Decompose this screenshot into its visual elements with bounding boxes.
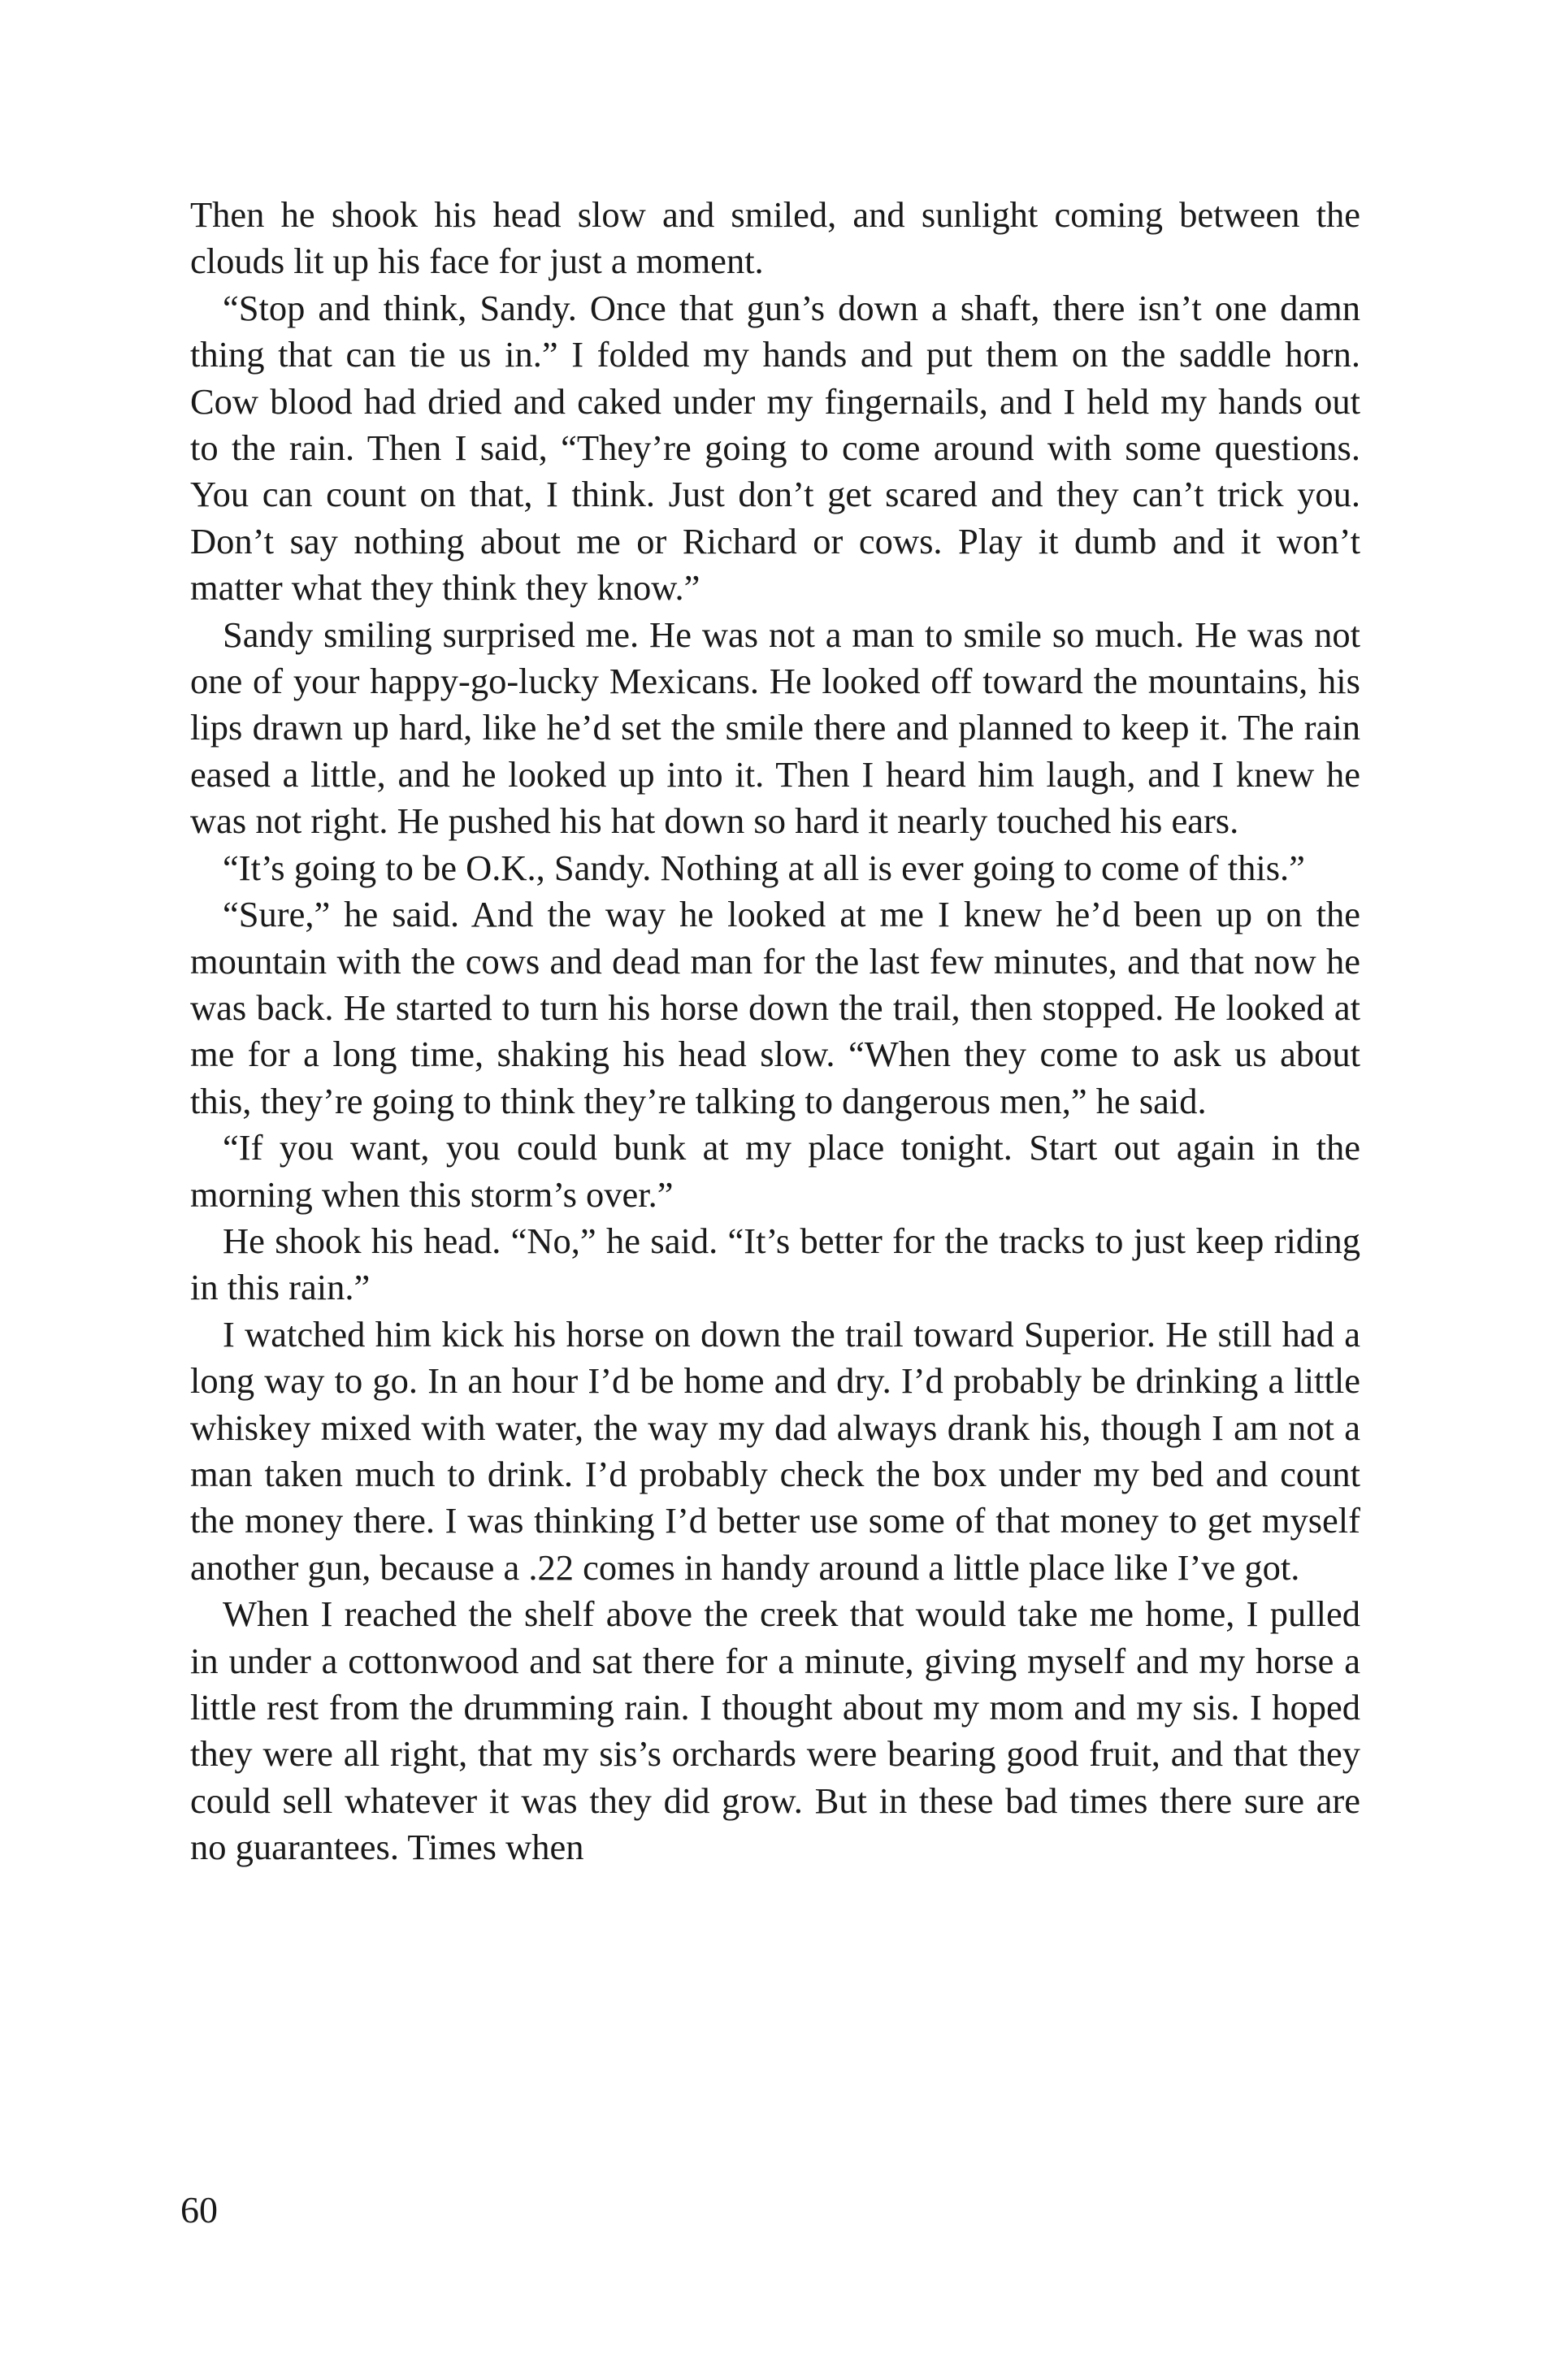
paragraph: Then he shook his head slow and smiled, and sunlight coming between the clouds lit up his face for just a moment. [190, 194, 1360, 282]
paragraph: I watched him kick his horse on down the trail toward Superior. He still had a long way to go. In an hour I’d be home and dry. I’d probably be drinking a little whiskey mixed with water, the way my dad always drank his, though I am not a man taken much to drink. I’d probably check the box under my bed and count the money there. I was thinking I’d better use some of that money to get myself another gun, because a .22 comes in handy around a little place like I’ve got. [190, 1313, 1360, 1588]
paragraph: “If you want, you could bunk at my place tonight. Start out again in the morning when this storm’s over.” [190, 1127, 1360, 1215]
body-text [190, 192, 1360, 1871]
page-number: 60 [180, 2189, 218, 2230]
paragraph: “Stop and think, Sandy. Once that gun’s down a shaft, there isn’t one damn thing that can tie us in.” I folded my hands and put them on the saddle horn. Cow blood had dried and caked under my fingernails, and I held my hands out to the rain. Then I said, “They’re going to come around with some questions. You can count on that, I think. Just don’t get scared and they can’t trick you. Don’t say nothing about me or Richard or cows. Play it dumb and it won’t matter what they think they know.” [190, 287, 1360, 609]
paragraph: “It’s going to be O.K., Sandy. Nothing at all is ever going to come of this.” [223, 847, 1305, 888]
paragraph: He shook his head. “No,” he said. “It’s better for the tracks to just keep riding in this rain.” [190, 1220, 1360, 1308]
paragraph: “Sure,” he said. And the way he looked at me I knew he’d been up on the mountain with the cows and dead man for the last few minutes, and that now he was back. He started to turn his horse down the trail, then stopped. He looked at me for a long time, shaking his head slow. “When they come to ask us about this, they’re going to think they’re talking to dangerous men,” he said. [190, 894, 1360, 1121]
paragraph: Sandy smiling surprised me. He was not a man to smile so much. He was not one of your happy-go-lucky Mexicans. He looked off toward the mountains, his lips drawn up hard, like he’d set the smile there and planned to keep it. The rain eased a little, and he looked up into it. Then I heard him laugh, and I knew he was not right. He pushed his hat down so hard it nearly touched his ears. [190, 613, 1360, 842]
paragraph: When I reached the shelf above the creek that would take me home, I pulled in under a cottonwood and sat there for a minute, giving myself and my horse a little rest from the drumming rain. I thought about my mom and my sis. I hoped they were all right, that my sis’s orchards were bearing good fruit, and that they could sell whatever it was they did grow. But in these bad times there sure are no guarantees. Times when [190, 1593, 1360, 1868]
